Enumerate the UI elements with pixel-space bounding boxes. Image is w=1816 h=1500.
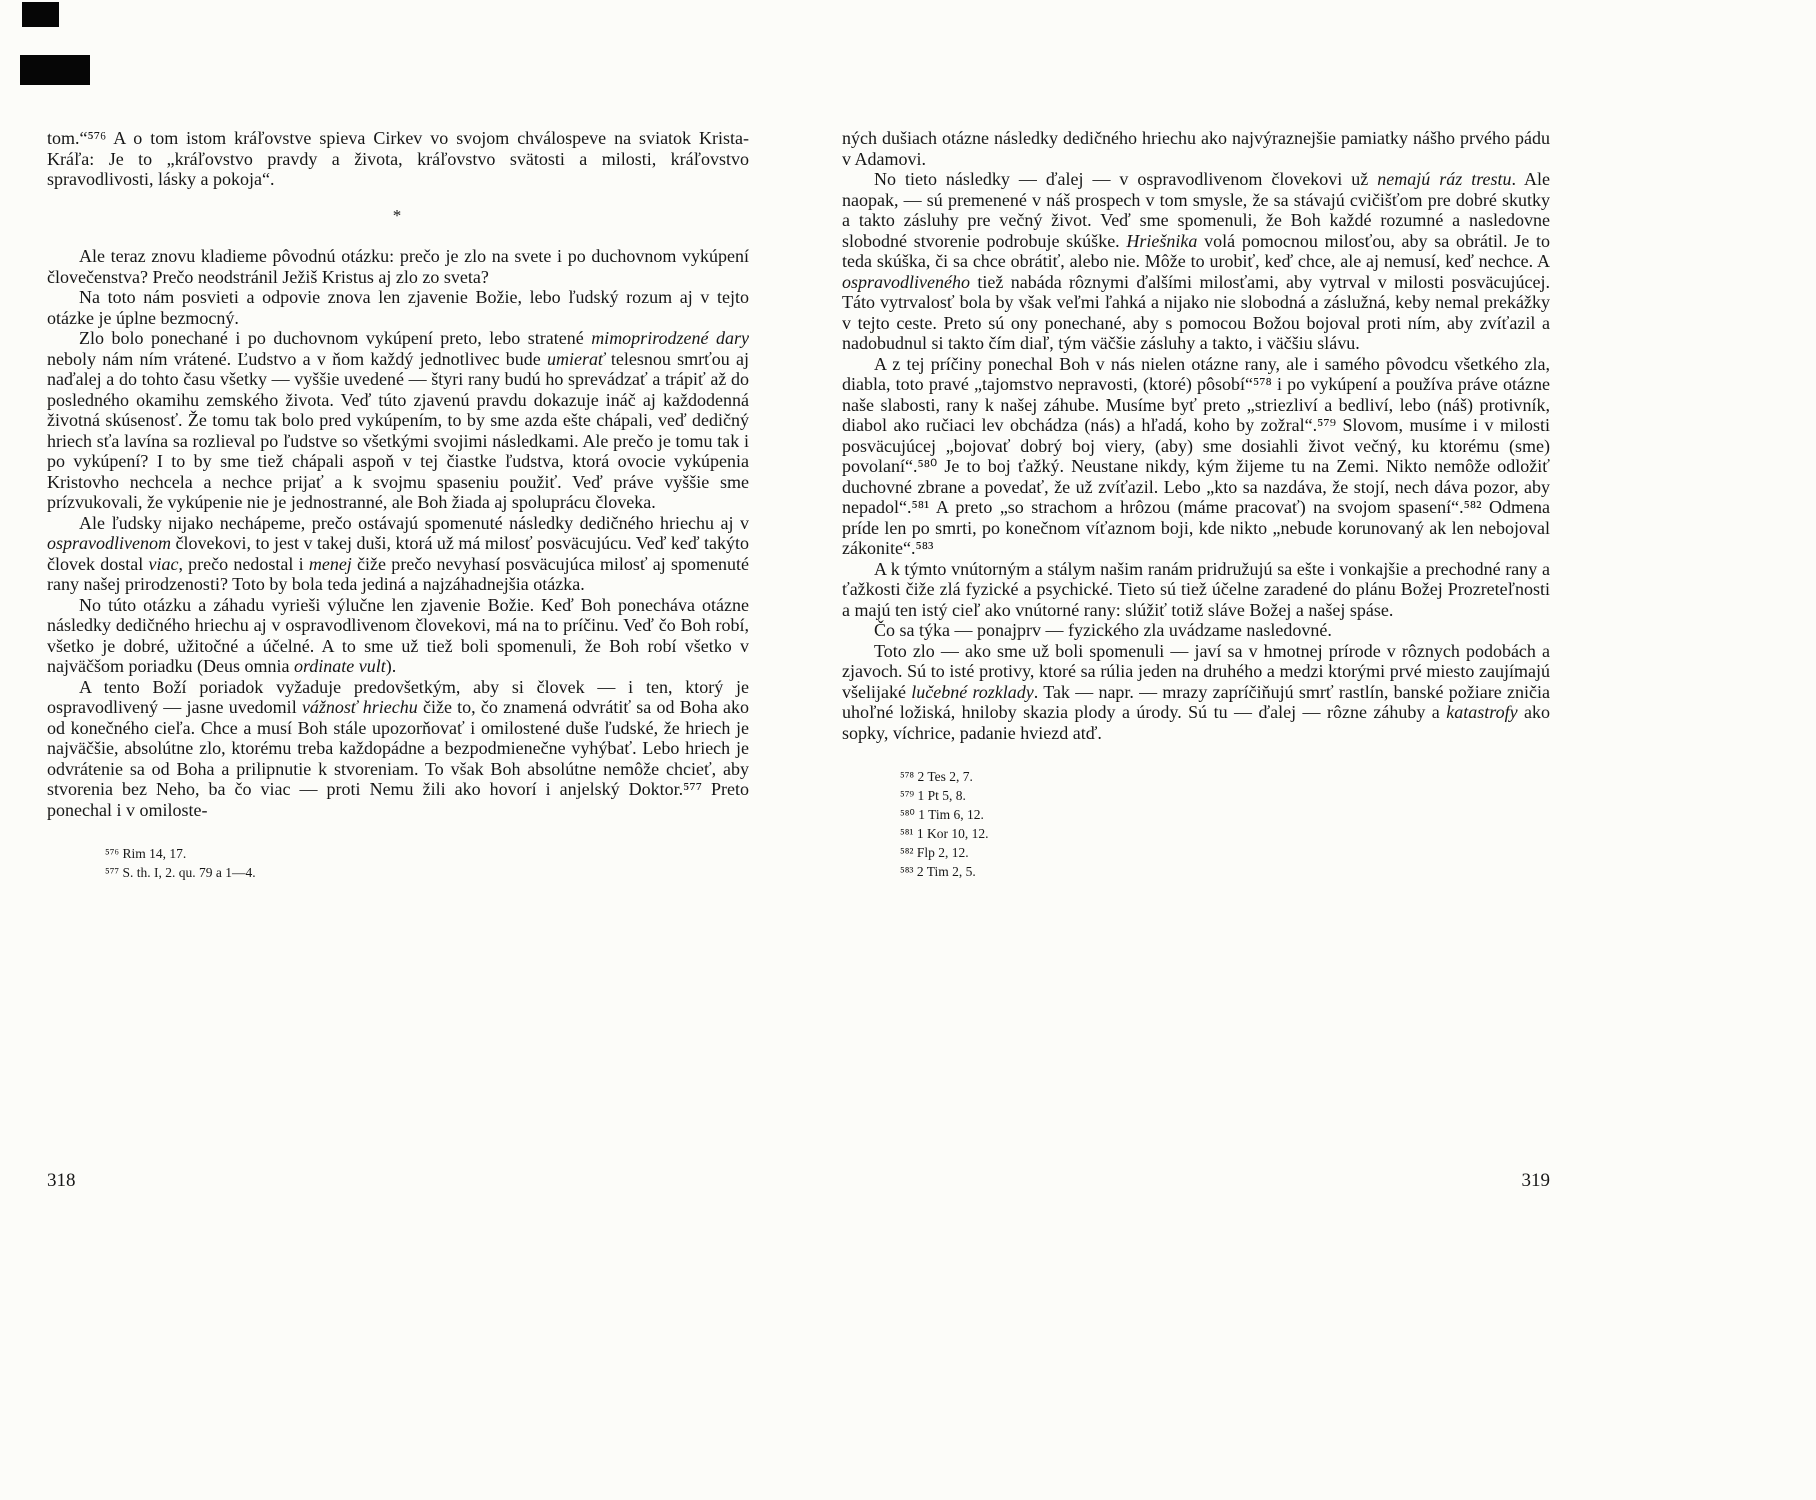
footnote: ⁵⁸¹ 1 Kor 10, 12. [900, 826, 989, 841]
paragraph: No túto otázku a záhadu vyrieši výlučne len zjavenie Božie. Keď Boh ponecháva otázne následky dedičného hriechu aj v ospravodlivenom človekovi, má na to príčinu. Veď čo Boh robí, všetko je dobré, užitočné a účelné. A to sme už tiež boli spomenuli, že Boh robí všetko v najväčšom poriadku (Deus omnia ordinate vult). [47, 594, 749, 676]
left-page-footnotes [47, 844, 749, 882]
page-number-right: 319 [1521, 1170, 1550, 1191]
paragraph: A k týmto vnútorným a stálym našim ranám pridružujú sa ešte i vonkajšie a prechodné rany a ťažkosti čiže zlá fyzické a psychické. Tieto sú tiež účelne zaradené do plánu Božej Prozreteľnosti a majú ten istý cieľ ako vnútorné rany: slúžiť totiž sláve Božej a našej spáse. [842, 558, 1550, 620]
paragraph: A tento Boží poriadok vyžaduje predovšetkým, aby si človek — i ten, ktorý je ospravodlivený — jasne uvedomil vážnosť hriechu čiže to, čo znamená odvrátiť sa od Boha ako od konečného cieľa. Chce a musí Boh stále upozorňovať i omilostené duše ľudské, že hriech je najväčšie, absolútne zlo, ktorému treba každopádne a bezpodmienečne vyhýbať. Lebo hriech je odvrátenie sa od Boha a prilipnutie k stvoreniam. To však Boh absolútne nemôže chcieť, aby stvorenia bez Neho, ba čo viac — proti Nemu žili ako hovorí i anjelský Doktor.⁵⁷⁷ Preto ponechal i v omiloste- [47, 676, 749, 820]
left-page [47, 128, 749, 882]
paragraph: No tieto následky — ďalej — v ospravodlivenom človekovi už nemajú ráz trestu. Ale naopak, — sú premenené v náš prospech v tom smysle, že sa stávajú cvičišťom pre dobré skutky a takto zásluhy pre večný život. Veď sme spomenuli, že Boh každé rozumné a nasledovne slobodné stvorenie podrobuje skúške. Hriešnika volá pomocnou milosťou, aby sa obrátil. Je to teda skúška, či sa chce obrátiť, alebo nie. Môže to urobiť, keď chce, ale aj nemusí, keď nechce. A ospravodliveného tiež nabáda rôznymi ďalšími milosťami, aby vytrval v milosti posväcujúcej. Táto vytrvalosť bola by však veľmi ľahká a nijako nie slobodná a záslužná, keby nemal prekážky v tejto ceste. Preto sú ony ponechané, aby s pomocou Božou bojoval proti ním, aby zvíťazil a nadobudnul si takto čím diaľ, tým väčšie zásluhy a takto, i väčšiu slávu. [842, 169, 1550, 353]
paragraph: Ale ľudsky nijako nechápeme, prečo ostávajú spomenuté následky dedičného hriechu aj v ospravodlivenom človekovi, to jest v takej duši, ktorá už má milosť posväcujúcu. Veď keď takýto človek dostal viac, prečo nedostal i menej čiže prečo nevyhasí posväcujúca milosť aj spomenuté rany našej prirodzenosti? Toto by bola teda jediná a najzáhadnejšia otázka. [47, 512, 750, 594]
right-page-body [842, 128, 1550, 743]
footnote: ⁵⁸³ 2 Tim 2, 5. [900, 864, 976, 879]
right-page [842, 128, 1550, 881]
footnote: ⁵⁷⁷ S. th. I, 2. qu. 79 a 1—4. [105, 865, 256, 880]
paragraph: Na toto nám posvieti a odpovie znova len zjavenie Božie, lebo ľudský rozum aj v tejto otázke je úplne bezmocný. [47, 287, 749, 328]
paragraph: Zlo bolo ponechané i po duchovnom vykúpení preto, lebo stratené mimoprirodzené dary neboly nám ním vrátené. Ľudstvo a v ňom každý jednotlivec bude umierať telesnou smrťou aj naďalej a do tohto času všetky — vyššie uvedené — štyri rany budú ho sprevádzať a trápiť až do posledného okamihu zemského života. Veď túto zjavenú pravdu dokazuje ináč aj každodenná životná skúsenosť. Že tomu tak bolo pred vykúpením, to by sme azda ešte chápali, veď dedičný hriech sťa lavína sa rozlieval po ľudstve so všetkými svojimi následkami. Ale prečo je tomu tak i po vykúpení? I to by sme tiež chápali aspoň v tej čiastke ľudstva, ktorá ovocie vykúpenia Kristovho nechcela a nechce prijať a k svojmu spaseniu použiť. Veď práve vyššie sme prízvukovali, že vykúpenie nie je jednostranné, ale Boh žiada aj spoluprácu človeka. [47, 328, 749, 512]
paragraph: ných dušiach otázne následky dedičného hriechu ako najvýraznejšie pamiatky nášho prvého pádu v Adamovi. [842, 128, 1550, 169]
scan-artifact [20, 55, 90, 85]
right-page-footnotes [842, 767, 1550, 881]
footnote: ⁵⁸⁰ 1 Tim 6, 12. [900, 807, 984, 822]
left-page-body [47, 128, 749, 820]
footnote: ⁵⁷⁸ 2 Tes 2, 7. [900, 769, 973, 784]
paragraph: Ale teraz znovu kladieme pôvodnú otázku: prečo je zlo na svete i po duchovnom vykúpení človečenstva? Prečo neodstránil Ježiš Kristus aj zlo zo sveta? [47, 246, 749, 287]
scan-artifact [22, 2, 59, 27]
paragraph: Čo sa týka — ponajprv — fyzického zla uvádzame nasledovné. [874, 620, 1332, 640]
paragraph: Toto zlo — ako sme už boli spomenuli — javí sa v hmotnej prírode v rôznych podobách a zjavoch. Sú to isté protivy, ktoré sa rúlia jeden na druhého a medzi ktorými prvé miesto zaujímajú všelijaké lučebné rozklady. Tak — napr. — mrazy zapríčiňujú smrť rastlín, banské požiare zničia uhoľné ložiská, hniloby skazia plody a úrody. Sú tu — ďalej — rôzne záhuby a katastrofy ako sopky, víchrice, padanie hviezd atď. [842, 640, 1550, 743]
footnote: ⁵⁷⁹ 1 Pt 5, 8. [900, 788, 966, 803]
footnote: ⁵⁸² Flp 2, 12. [900, 845, 969, 860]
footnote: ⁵⁷⁶ Rim 14, 17. [105, 846, 187, 861]
page-number-left: 318 [47, 1170, 76, 1191]
paragraph: A z tej príčiny ponechal Boh v nás nielen otázne rany, ale i samého pôvodcu všetkého zla, diabla, toto pravé „tajomstvo nepravosti, (ktoré) pôsobí“⁵⁷⁸ i po vykúpení a používa práve otázne naše slabosti, rany k našej záhube. Musíme byť preto „striezliví a bedliví, lebo (náš) protivník, diabol ako ručiaci lev obchádza (nás) a hľadá, koho by zožral“.⁵⁷⁹ Slovom, musíme i v milosti posväcujúcej „bojovať dobrý boj viery, (aby) sme dosiahli život večný, ku ktorému (sme) povolaní“.⁵⁸⁰ Je to boj ťažký. Neustane nikdy, kým žijeme tu na Zemi. Nikto nemôže odložiť duchovné zbrane a povedať, že už zvíťazil. Lebo „kto sa nazdáva, že stojí, nech dáva pozor, aby nepadol“.⁵⁸¹ A preto „so strachom a hrôzou (máme pracovať) na svojom spasení“.⁵⁸² Odmena príde len po smrti, po konečnom víťaznom boji, kde nikto „nebude korunovaný ak len nebojoval zákonite“.⁵⁸³ [842, 353, 1550, 558]
section-separator: * [392, 205, 404, 225]
paragraph: tom.“⁵⁷⁶ A o tom istom kráľovstve spieva Cirkev vo svojom chválospeve na sviatok Krista-Kráľa: Je to „kráľovstvo pravdy a života, kráľovstvo svätosti a milosti, kráľovstvo spravodlivosti, lásky a pokoja“. [47, 128, 749, 189]
